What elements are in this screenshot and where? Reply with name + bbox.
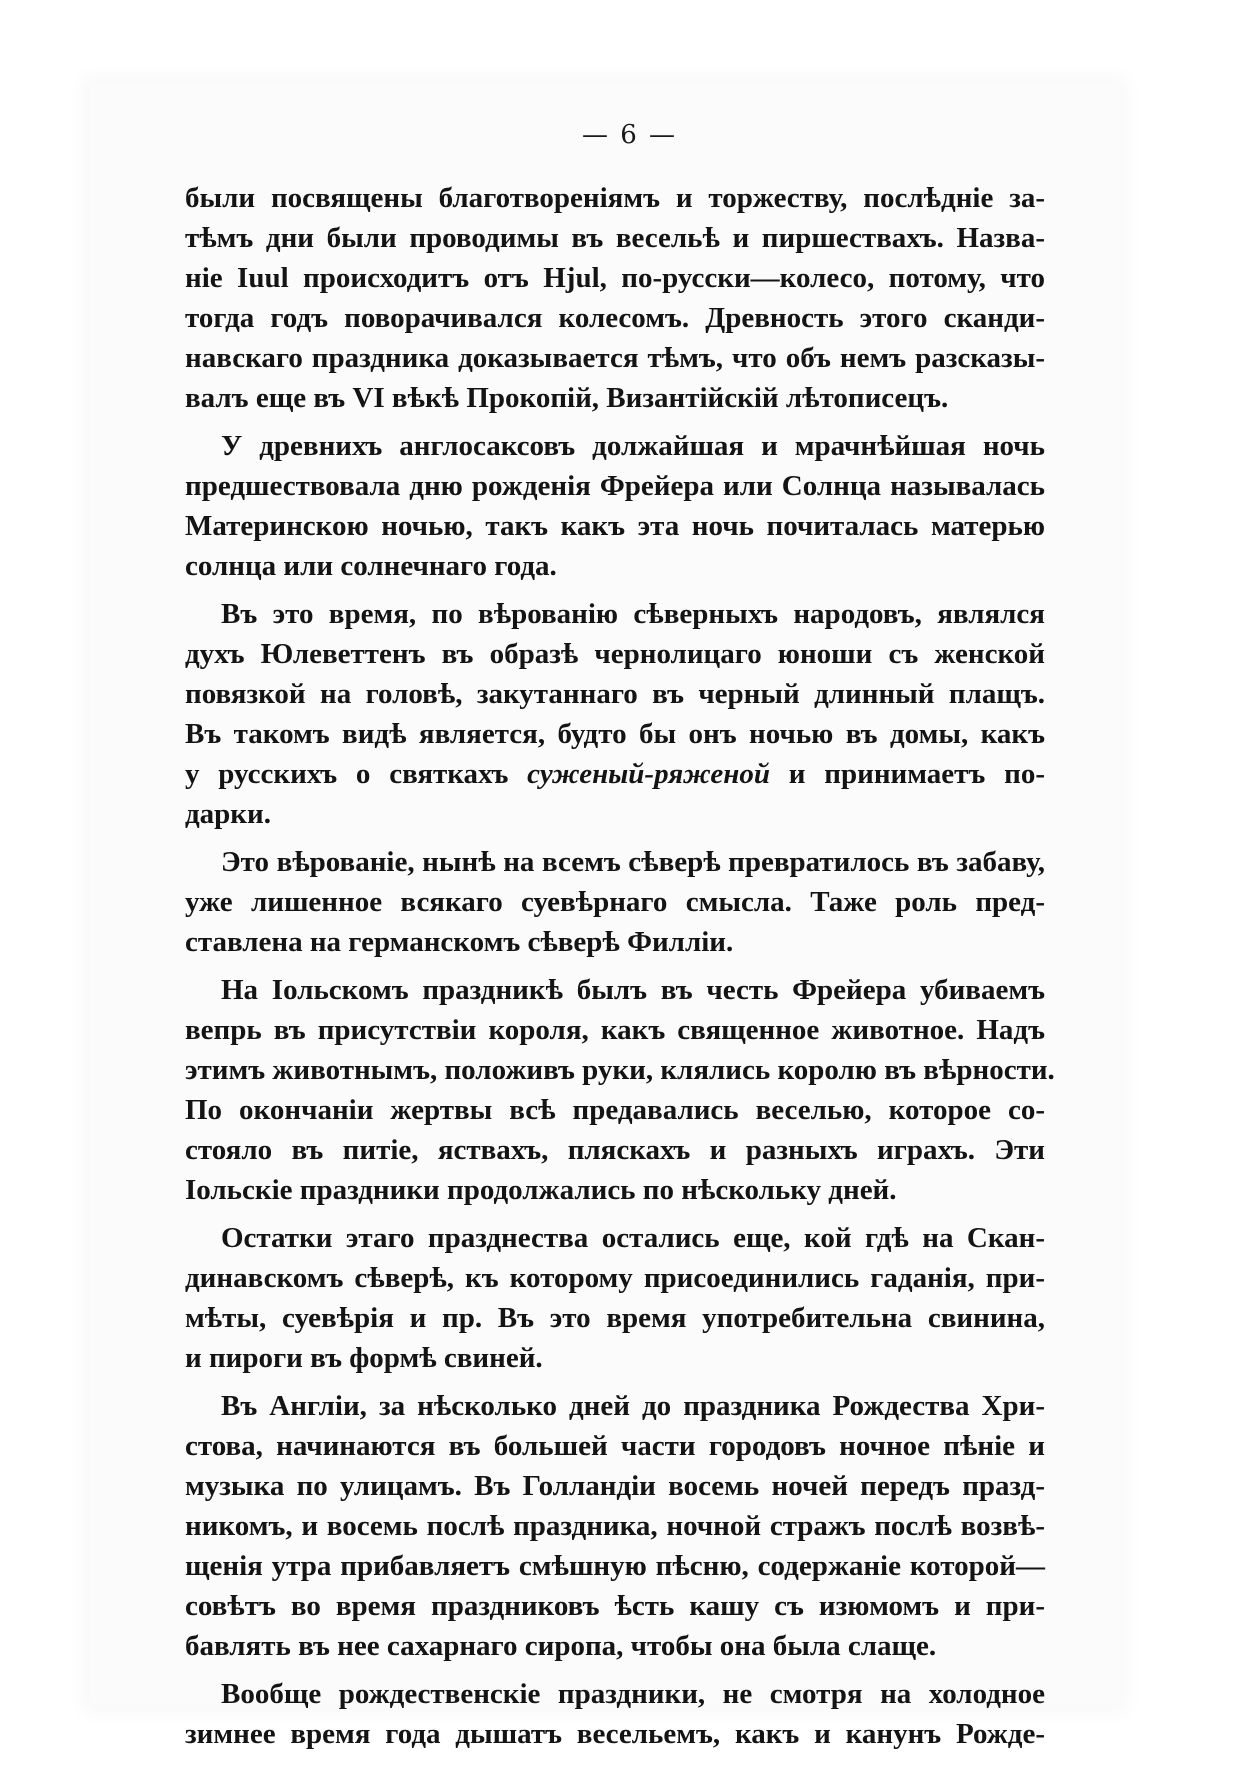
paragraph-7 (185, 1386, 1045, 1666)
text-line: духъ Юлеветтенъ въ образѣ чернолицаго юноши съ женской (185, 638, 1045, 670)
text-line: На Іольскомъ праздникѣ былъ въ честь Фрейера убиваемъ (221, 974, 1045, 1006)
text-line: У древнихъ англосаксовъ должайшая и мрачнѣйшая ночь (221, 430, 1045, 462)
text-line: дарки. (185, 798, 271, 830)
text-line: Материнскою ночью, такъ какъ эта ночь почиталась матерью (185, 510, 1045, 542)
body-text (185, 178, 1055, 1762)
text-line: никомъ, и восемь послѣ праздника, ночной стражъ послѣ возвѣ- (185, 1510, 1045, 1542)
text-line: Это вѣрованіе, нынѣ на всемъ сѣверѣ превратилось въ забаву, (221, 846, 1045, 878)
italic-phrase: суженый-ряженой (527, 758, 770, 790)
paragraph-3 (185, 594, 1045, 834)
text-line-with-italic (185, 754, 1045, 794)
text-line: зимнее время года дышатъ весельемъ, какъ и канунъ Рожде- (185, 1718, 1045, 1750)
text-line: повязкой на головѣ, закутаннаго въ черный длинный плащъ. (185, 678, 1045, 710)
text-segment: у русскихъ о святкахъ (185, 758, 528, 790)
text-line: тѣмъ дни были проводимы въ весельѣ и пиршествахъ. Назва- (185, 222, 1045, 254)
text-line: этимъ животнымъ, положивъ руки, клялись королю въ вѣрности. (185, 1054, 1055, 1086)
text-line: бавлять въ нее сахарнаго сиропа, чтобы она была слаще. (185, 1630, 937, 1662)
text-line: Остатки этаго празднества остались еще, кой гдѣ на Скан- (221, 1222, 1045, 1254)
text-line: мѣты, суевѣрія и пр. Въ это время употребительна свинина, (185, 1302, 1045, 1334)
paragraph-5 (185, 970, 1055, 1210)
text-line: Въ это время, по вѣрованію сѣверныхъ народовъ, являлся (221, 598, 1045, 630)
text-line: тогда годъ поворачивался колесомъ. Древность этого сканди- (185, 302, 1045, 334)
paragraph-6 (185, 1218, 1045, 1378)
text-line: были посвящены благотвореніямъ и торжеству, послѣдніе за- (185, 182, 1045, 214)
text-line: валъ еще въ VI вѣкѣ Прокопій, Византійскій лѣтописецъ. (185, 382, 949, 414)
paragraph-2 (185, 426, 1045, 586)
text-line: щенія утра прибавляетъ смѣшную пѣсню, содержаніе которой— (185, 1550, 1045, 1582)
text-line: совѣтъ во время праздниковъ ѣсть кашу съ изюмомъ и при- (185, 1590, 1045, 1622)
text-line: динавскомъ сѣверѣ, къ которому присоединились гаданія, при- (185, 1262, 1045, 1294)
paragraph-1 (185, 178, 1045, 418)
text-line: ніе Iuul происходитъ отъ Hjul, по-русски—колесо, потому, что (185, 262, 1045, 294)
text-segment: и принимаетъ по- (769, 758, 1045, 790)
text-line: Вообще рождественскіе праздники, не смотря на холодное (221, 1678, 1045, 1710)
text-line: предшествовала дню рожденія Фрейера или Солнца называлась (185, 470, 1045, 502)
page-number: — 6 — (581, 120, 678, 150)
text-line: Въ такомъ видѣ является, будто бы онъ ночью въ домы, какъ (185, 718, 1045, 750)
text-line: По окончаніи жертвы всѣ предавались веселью, которое со- (185, 1094, 1045, 1126)
text-line: стова, начинаются въ большей части городовъ ночное пѣніе и (185, 1430, 1045, 1462)
paragraph-8 (185, 1674, 1045, 1754)
text-line: уже лишенное всякаго суевѣрнаго смысла. Таже роль пред- (185, 886, 1045, 918)
text-line: Іольскіе праздники продолжались по нѣскольку дней. (185, 1174, 897, 1206)
text-line: музыка по улицамъ. Въ Голландіи восемь ночей передъ празд- (185, 1470, 1045, 1502)
text-line: солнца или солнечнаго года. (185, 550, 557, 582)
paragraph-4 (185, 842, 1045, 962)
text-line: навскаго праздника доказывается тѣмъ, что объ немъ разсказы- (185, 342, 1045, 374)
text-line: вепрь въ присутствіи короля, какъ священное животное. Надъ (185, 1014, 1045, 1046)
text-line: и пироги въ формѣ свиней. (185, 1342, 543, 1374)
text-line: Въ Англіи, за нѣсколько дней до праздника Рождества Хри- (221, 1390, 1045, 1422)
text-line: стояло въ питіе, яствахъ, пляскахъ и разныхъ играхъ. Эти (185, 1134, 1045, 1166)
text-line: ставлена на германскомъ сѣверѣ Филліи. (185, 926, 734, 958)
